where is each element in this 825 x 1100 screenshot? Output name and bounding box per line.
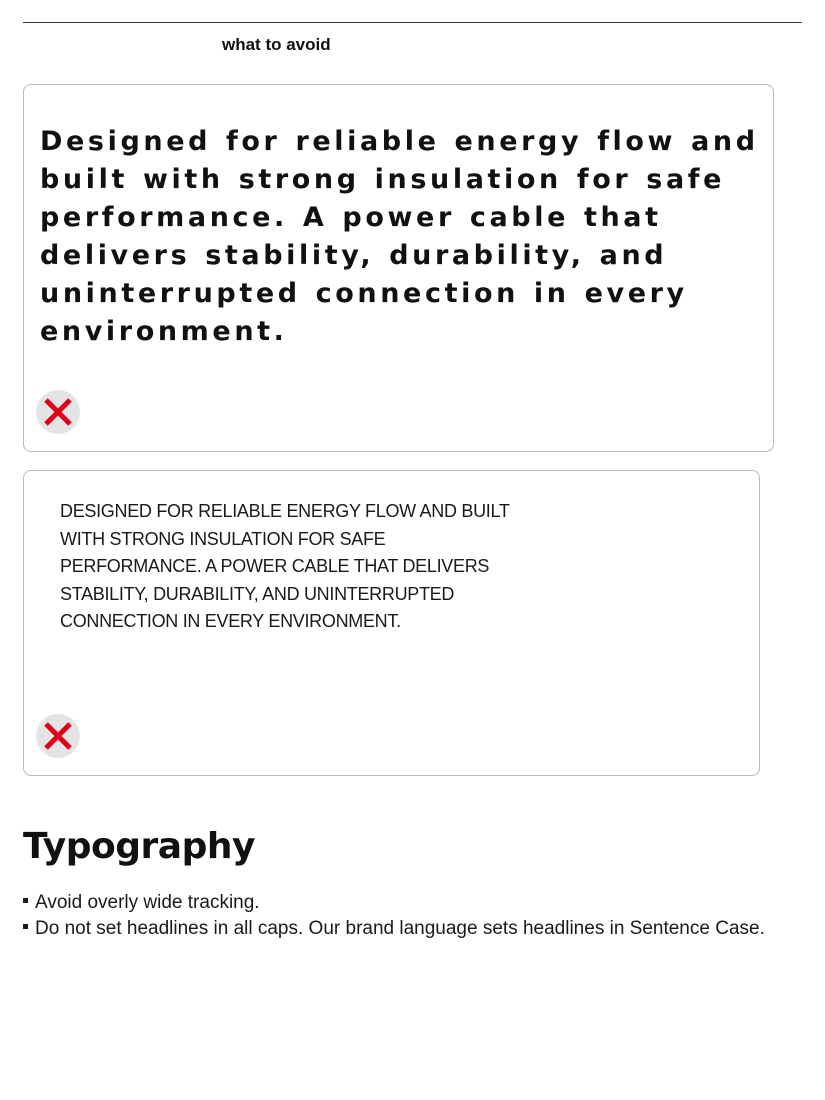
example-card-all-caps	[23, 470, 760, 776]
rule-text: Do not set headlines in all caps. Our brand language sets headlines in Sentence Case.	[35, 918, 765, 939]
x-icon	[42, 720, 74, 752]
list-item	[23, 916, 793, 942]
list-item	[23, 890, 793, 916]
example-text-wide-tracking: Designed for reliable energy flow and built with strong insulation for safe performance. A power cable that delivers stability, durability, and uninterrupted connection in every environment.	[40, 126, 759, 347]
typography-heading: Typography	[23, 826, 255, 867]
bullet-icon	[23, 924, 28, 929]
bullet-icon	[23, 898, 28, 903]
avoid-badge	[36, 714, 80, 758]
example-text-all-caps: DESIGNED FOR RELIABLE ENERGY FLOW AND BUILT WITH STRONG INSULATION FOR SAFE PERFORMANCE. A POWER CABLE THAT DELIVERS STABILITY, DURABILITY, AND UNINTERRUPTED CONNECTION IN EVERY ENVIRONMENT.	[60, 501, 510, 631]
typography-rules-list	[23, 890, 793, 942]
section-label: what to avoid	[222, 35, 331, 54]
top-divider	[23, 22, 802, 23]
example-card-wide-tracking	[23, 84, 774, 452]
x-icon	[42, 396, 74, 428]
rule-text: Avoid overly wide tracking.	[35, 892, 260, 913]
avoid-badge	[36, 390, 80, 434]
